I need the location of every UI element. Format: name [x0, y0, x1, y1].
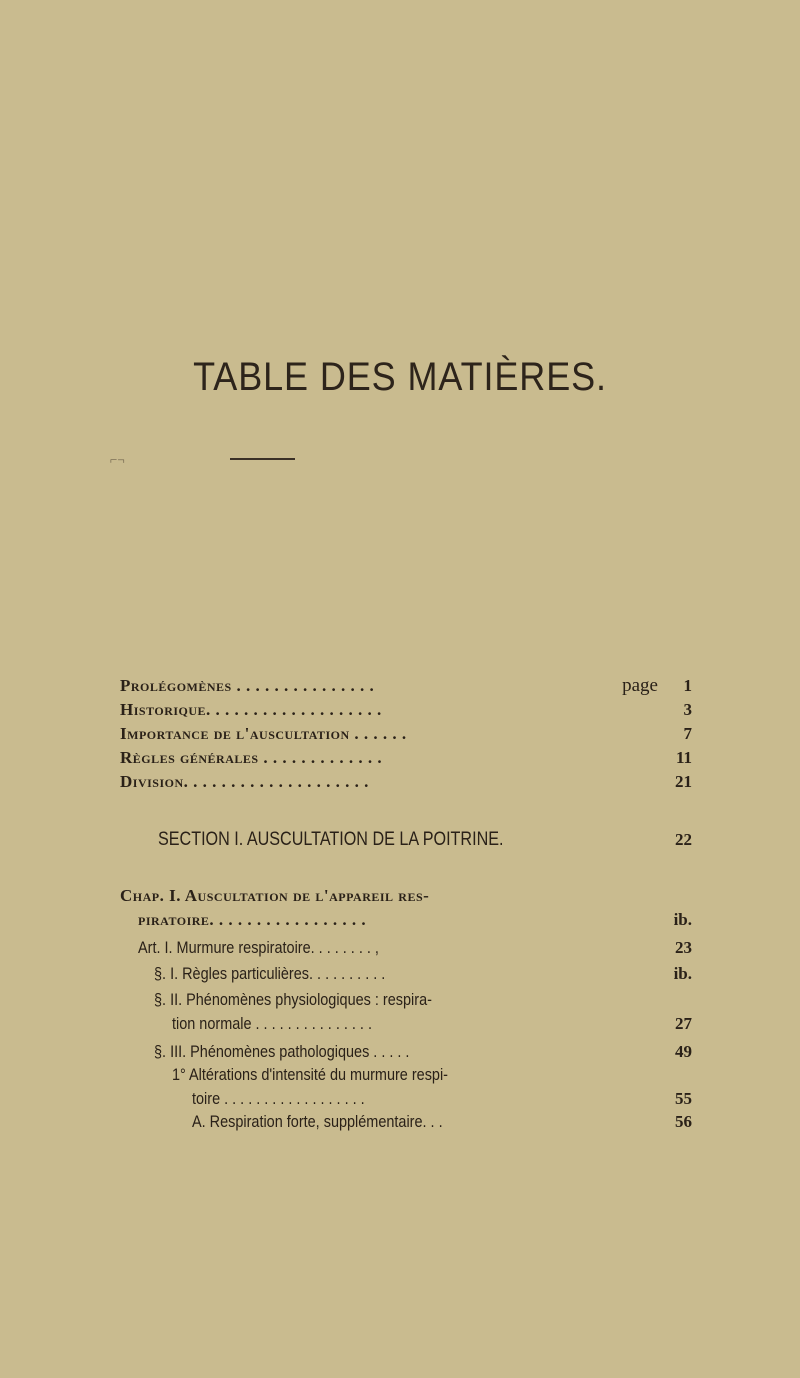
toc-entry — [120, 723, 692, 745]
ornament-divider — [110, 452, 300, 467]
toc-entry — [120, 963, 692, 985]
entry-title: tion normale . . . . . . . . . . . . . . . — [172, 1014, 372, 1033]
divider-rule — [230, 458, 295, 460]
entry-page: ib. — [673, 910, 692, 929]
entry-title: Art. I. Murmure respiratoire. . . . . . . . , — [138, 938, 379, 957]
toc-entry — [120, 699, 692, 721]
entry-title: §. III. Phénomènes pathologiques . . . . . — [154, 1042, 410, 1061]
entry-page: 23 — [675, 938, 692, 957]
toc-entry — [120, 1064, 692, 1086]
toc-entry — [120, 771, 692, 793]
entry-title: piratoire. . . . . . . . . . . . . . . . . — [138, 910, 367, 929]
entry-page: 27 — [675, 1014, 692, 1033]
entry-title: Historique. . . . . . . . . . . . . . . . . . . — [120, 700, 382, 719]
toc-entry — [120, 747, 692, 769]
toc-entry — [120, 937, 692, 959]
page-title: TABLE DES MATIÈRES. — [193, 355, 607, 399]
entry-page: 3 — [683, 700, 692, 719]
entry-title: A. Respiration forte, supplémentaire. . . — [192, 1112, 443, 1131]
page-word: page — [622, 675, 658, 696]
entry-title: 1° Altérations d'intensité du murmure respi- — [172, 1065, 448, 1084]
entry-page: 11 — [675, 748, 692, 767]
entry-page: 1 — [683, 676, 692, 695]
entry-title: Importance de l'auscultation . . . . . . — [120, 724, 407, 743]
entry-title: Prolégomènes . . . . . . . . . . . . . . . — [120, 676, 375, 695]
toc-entry — [120, 989, 692, 1011]
entry-title: Chap. I. Auscultation de l'appareil res- — [120, 886, 430, 905]
toc-entry — [120, 675, 692, 697]
toc-entry — [120, 1111, 692, 1133]
entry-title: toire . . . . . . . . . . . . . . . . . . — [192, 1089, 365, 1108]
toc-entry — [120, 1088, 692, 1110]
toc-entry — [120, 1013, 692, 1035]
entry-title: Règles générales . . . . . . . . . . . . . — [120, 748, 383, 767]
entry-title: Division. . . . . . . . . . . . . . . . . . . . — [120, 772, 369, 791]
entry-title: §. II. Phénomènes physiologiques : respira- — [154, 990, 432, 1009]
entry-page: 21 — [675, 772, 692, 791]
toc-entry — [120, 885, 692, 907]
entry-page: 7 — [683, 724, 692, 743]
ornament-mark: ⌐¬ — [110, 452, 125, 467]
entry-page: 56 — [675, 1112, 692, 1131]
entry-page: 22 — [675, 830, 692, 849]
entry-page: 49 — [675, 1042, 692, 1061]
entry-page: 55 — [675, 1089, 692, 1108]
section-heading — [120, 829, 692, 851]
entry-title: SECTION I. AUSCULTATION DE LA POITRINE. — [158, 829, 504, 850]
entry-title: §. I. Règles particulières. . . . . . . . . . — [154, 964, 386, 983]
entry-page: ib. — [673, 964, 692, 983]
toc-entry — [120, 1041, 692, 1063]
toc-entry — [120, 909, 692, 931]
